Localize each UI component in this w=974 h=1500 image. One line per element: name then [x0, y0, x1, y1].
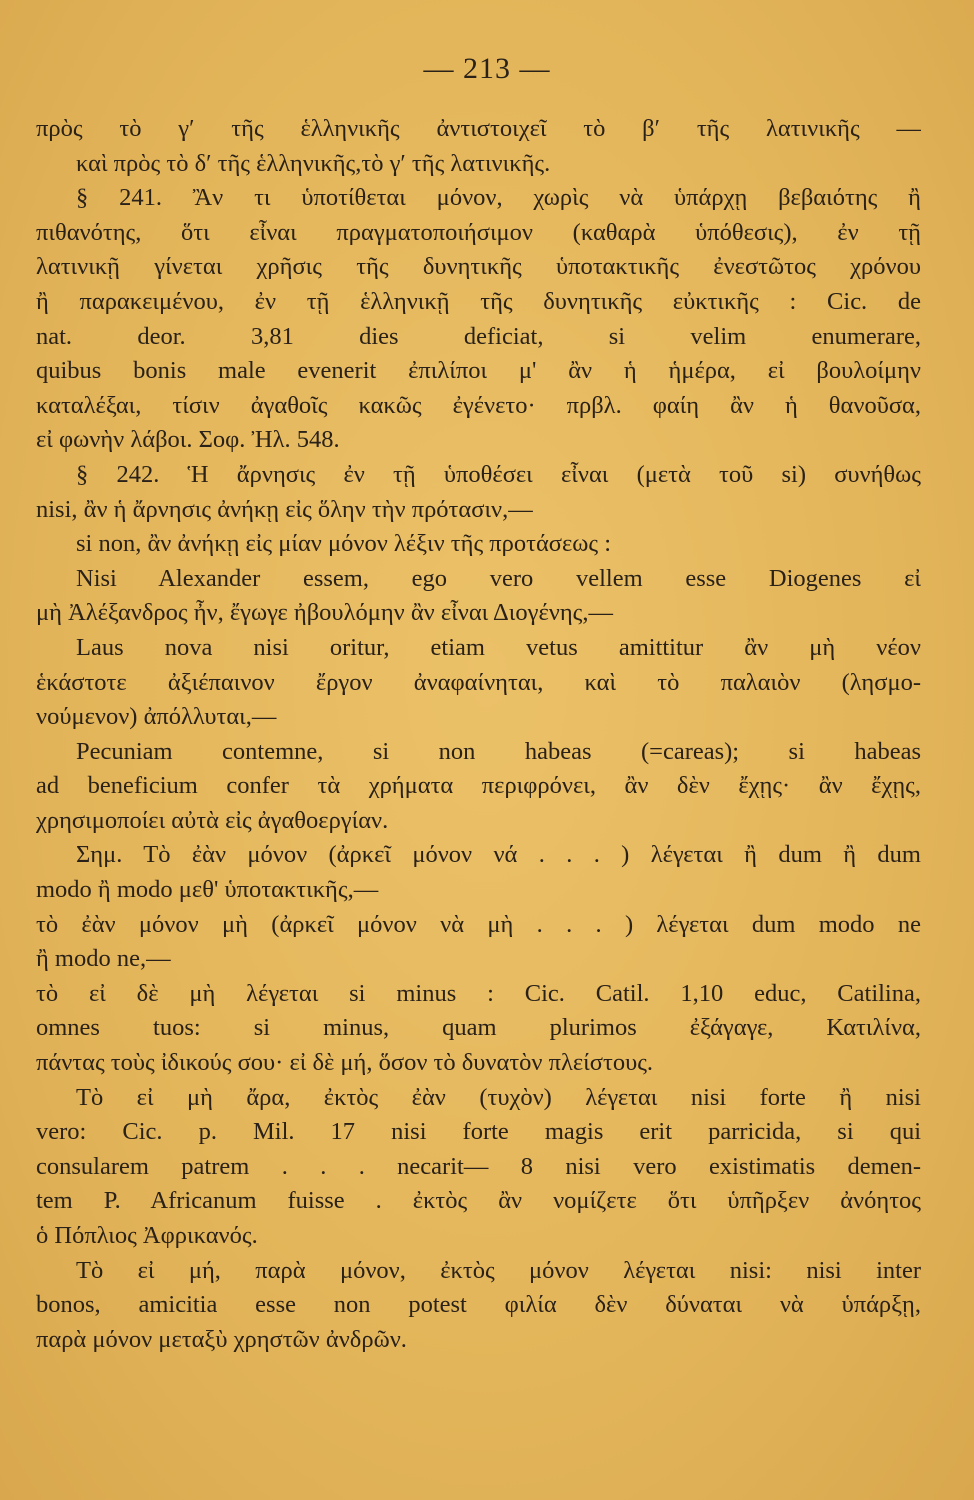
text-line: ad beneficium confer τὰ χρήματα περιφρόνει, ἂν δὲν ἔχῃς· ἂν ἔχῃς,: [36, 772, 921, 800]
text-line: quibus bonis male evenerit ἐπιλίποι μ' ἂν ἡ ἡμέρα, εἰ βουλοίμην: [36, 357, 921, 385]
section-242-heading-line: § 242. Ἡ ἄρνησις ἐν τῇ ὑποθέσει εἶναι (μετὰ τοῦ si) συνήθως: [76, 460, 921, 488]
text-line: Pecuniam contemne, si non habeas (=careas); si habeas: [76, 737, 921, 765]
text-line: τὸ εἰ δὲ μὴ λέγεται si minus : Cic. Catil. 1,10 educ, Catilina,: [36, 979, 921, 1007]
text-line: nisi, ἂν ἡ ἄρνησις ἀνήκῃ εἰς ὅλην τὴν πρότασιν,—: [36, 495, 533, 523]
note-heading-line: Σημ. Τὸ ἐὰν μόνον (ἀρκεῖ μόνον νά . . . ) λέγεται ἢ dum ἢ dum: [76, 841, 921, 869]
page-number: — 213 —: [423, 52, 551, 85]
text-line: si non, ἂν ἀνήκῃ εἰς μίαν μόνον λέξιν τῆς προτάσεως :: [76, 530, 612, 558]
text-line: τὸ ἐὰν μόνον μὴ (ἀρκεῖ μόνον νὰ μὴ . . . ) λέγεται dum modo ne: [36, 910, 921, 938]
text-line: χρησιμοποίει αὐτὰ εἰς ἀγαθοεργίαν.: [36, 806, 389, 834]
text-line: ἑκάστοτε ἀξιέπαινον ἔργον ἀναφαίνηται, καὶ τὸ παλαιὸν (λησμο-: [36, 668, 921, 696]
text-line: εἰ φωνὴν λάβοι. Σοφ. Ἠλ. 548.: [36, 426, 340, 454]
text-line: bonos, amicitia esse non potest φιλία δὲν δύναται νὰ ὑπάρξῃ,: [36, 1291, 921, 1319]
text-line: ὁ Πόπλιος Ἀφρικανός.: [36, 1222, 258, 1249]
text-line: καὶ πρὸς τὸ δ′ τῆς ἑλληνικῆς,τὸ γ′ τῆς λατινικῆς.: [76, 149, 551, 177]
text-line: tem P. Africanum fuisse . ἐκτὸς ἂν νομίζετε ὅτι ὑπῆρξεν ἀνόητος: [36, 1187, 921, 1215]
text-line: παρὰ μόνον μεταξὺ χρηστῶν ἀνδρῶν.: [36, 1325, 407, 1353]
text-line: consularem patrem . . . necarit— 8 nisi vero existimatis demen-: [36, 1152, 921, 1180]
text-line: nat. deor. 3,81 dies deficiat, si velim enumerare,: [36, 322, 921, 350]
text-line: modo ἢ modo μεθ' ὑποτακτικῆς,—: [36, 876, 379, 904]
text-line: μὴ Ἀλέξανδρος ἦν, ἔγωγε ἠβουλόμην ἂν εἶναι Διογένης,—: [36, 599, 613, 627]
text-line: ἢ παρακειμένου, ἐν τῇ ἑλληνικῇ τῆς δυνητικῆς εὐκτικῆς : Cic. de: [36, 287, 921, 315]
text-line: πιθανότης, ὅτι εἶναι πραγματοποιήσιμον (καθαρὰ ὑπόθεσις), ἐν τῇ: [36, 218, 921, 246]
text-line: πρὸς τὸ γ′ τῆς ἑλληνικῆς ἀντιστοιχεῖ τὸ β′ τῆς λατινικῆς —: [36, 115, 921, 142]
page-body: [36, 112, 921, 1357]
text-line: omnes tuos: si minus, quam plurimos ἐξάγαγε, Κατιλίνα,: [36, 1014, 921, 1042]
text-line: νούμενον) ἀπόλλυται,—: [36, 703, 277, 731]
text-line: λατινικῇ γίνεται χρῆσις τῆς δυνητικῆς ὑποτακτικῆς ἐνεστῶτος χρόνου: [36, 253, 921, 281]
text-line: vero: Cic. p. Mil. 17 nisi forte magis erit parricida, si qui: [36, 1118, 921, 1146]
text-line: Laus nova nisi oritur, etiam vetus amittitur ἂν μὴ νέον: [76, 633, 921, 661]
section-241-heading-line: § 241. Ἂν τι ὑποτίθεται μόνον, χωρὶς νὰ ὑπάρχῃ βεβαιότης ἢ: [76, 184, 921, 212]
text-line: Τὸ εἰ μὴ ἄρα, ἐκτὸς ἐὰν (τυχὸν) λέγεται nisi forte ἢ nisi: [76, 1083, 921, 1111]
text-line: πάντας τοὺς ἰδικούς σου· εἰ δὲ μή, ὅσον τὸ δυνατὸν πλείστους.: [36, 1049, 654, 1077]
text-line: Nisi Alexander essem, ego vero vellem esse Diogenes εἰ: [76, 564, 921, 592]
text-line: καταλέξαι, τίσιν ἀγαθοῖς κακῶς ἐγένετο· πρβλ. φαίη ἂν ἡ θανοῦσα,: [36, 391, 921, 419]
text-line: Τὸ εἰ μή, παρὰ μόνον, ἐκτὸς μόνον λέγεται nisi: nisi inter: [76, 1256, 921, 1284]
text-line: ἢ modo ne,—: [36, 945, 171, 973]
